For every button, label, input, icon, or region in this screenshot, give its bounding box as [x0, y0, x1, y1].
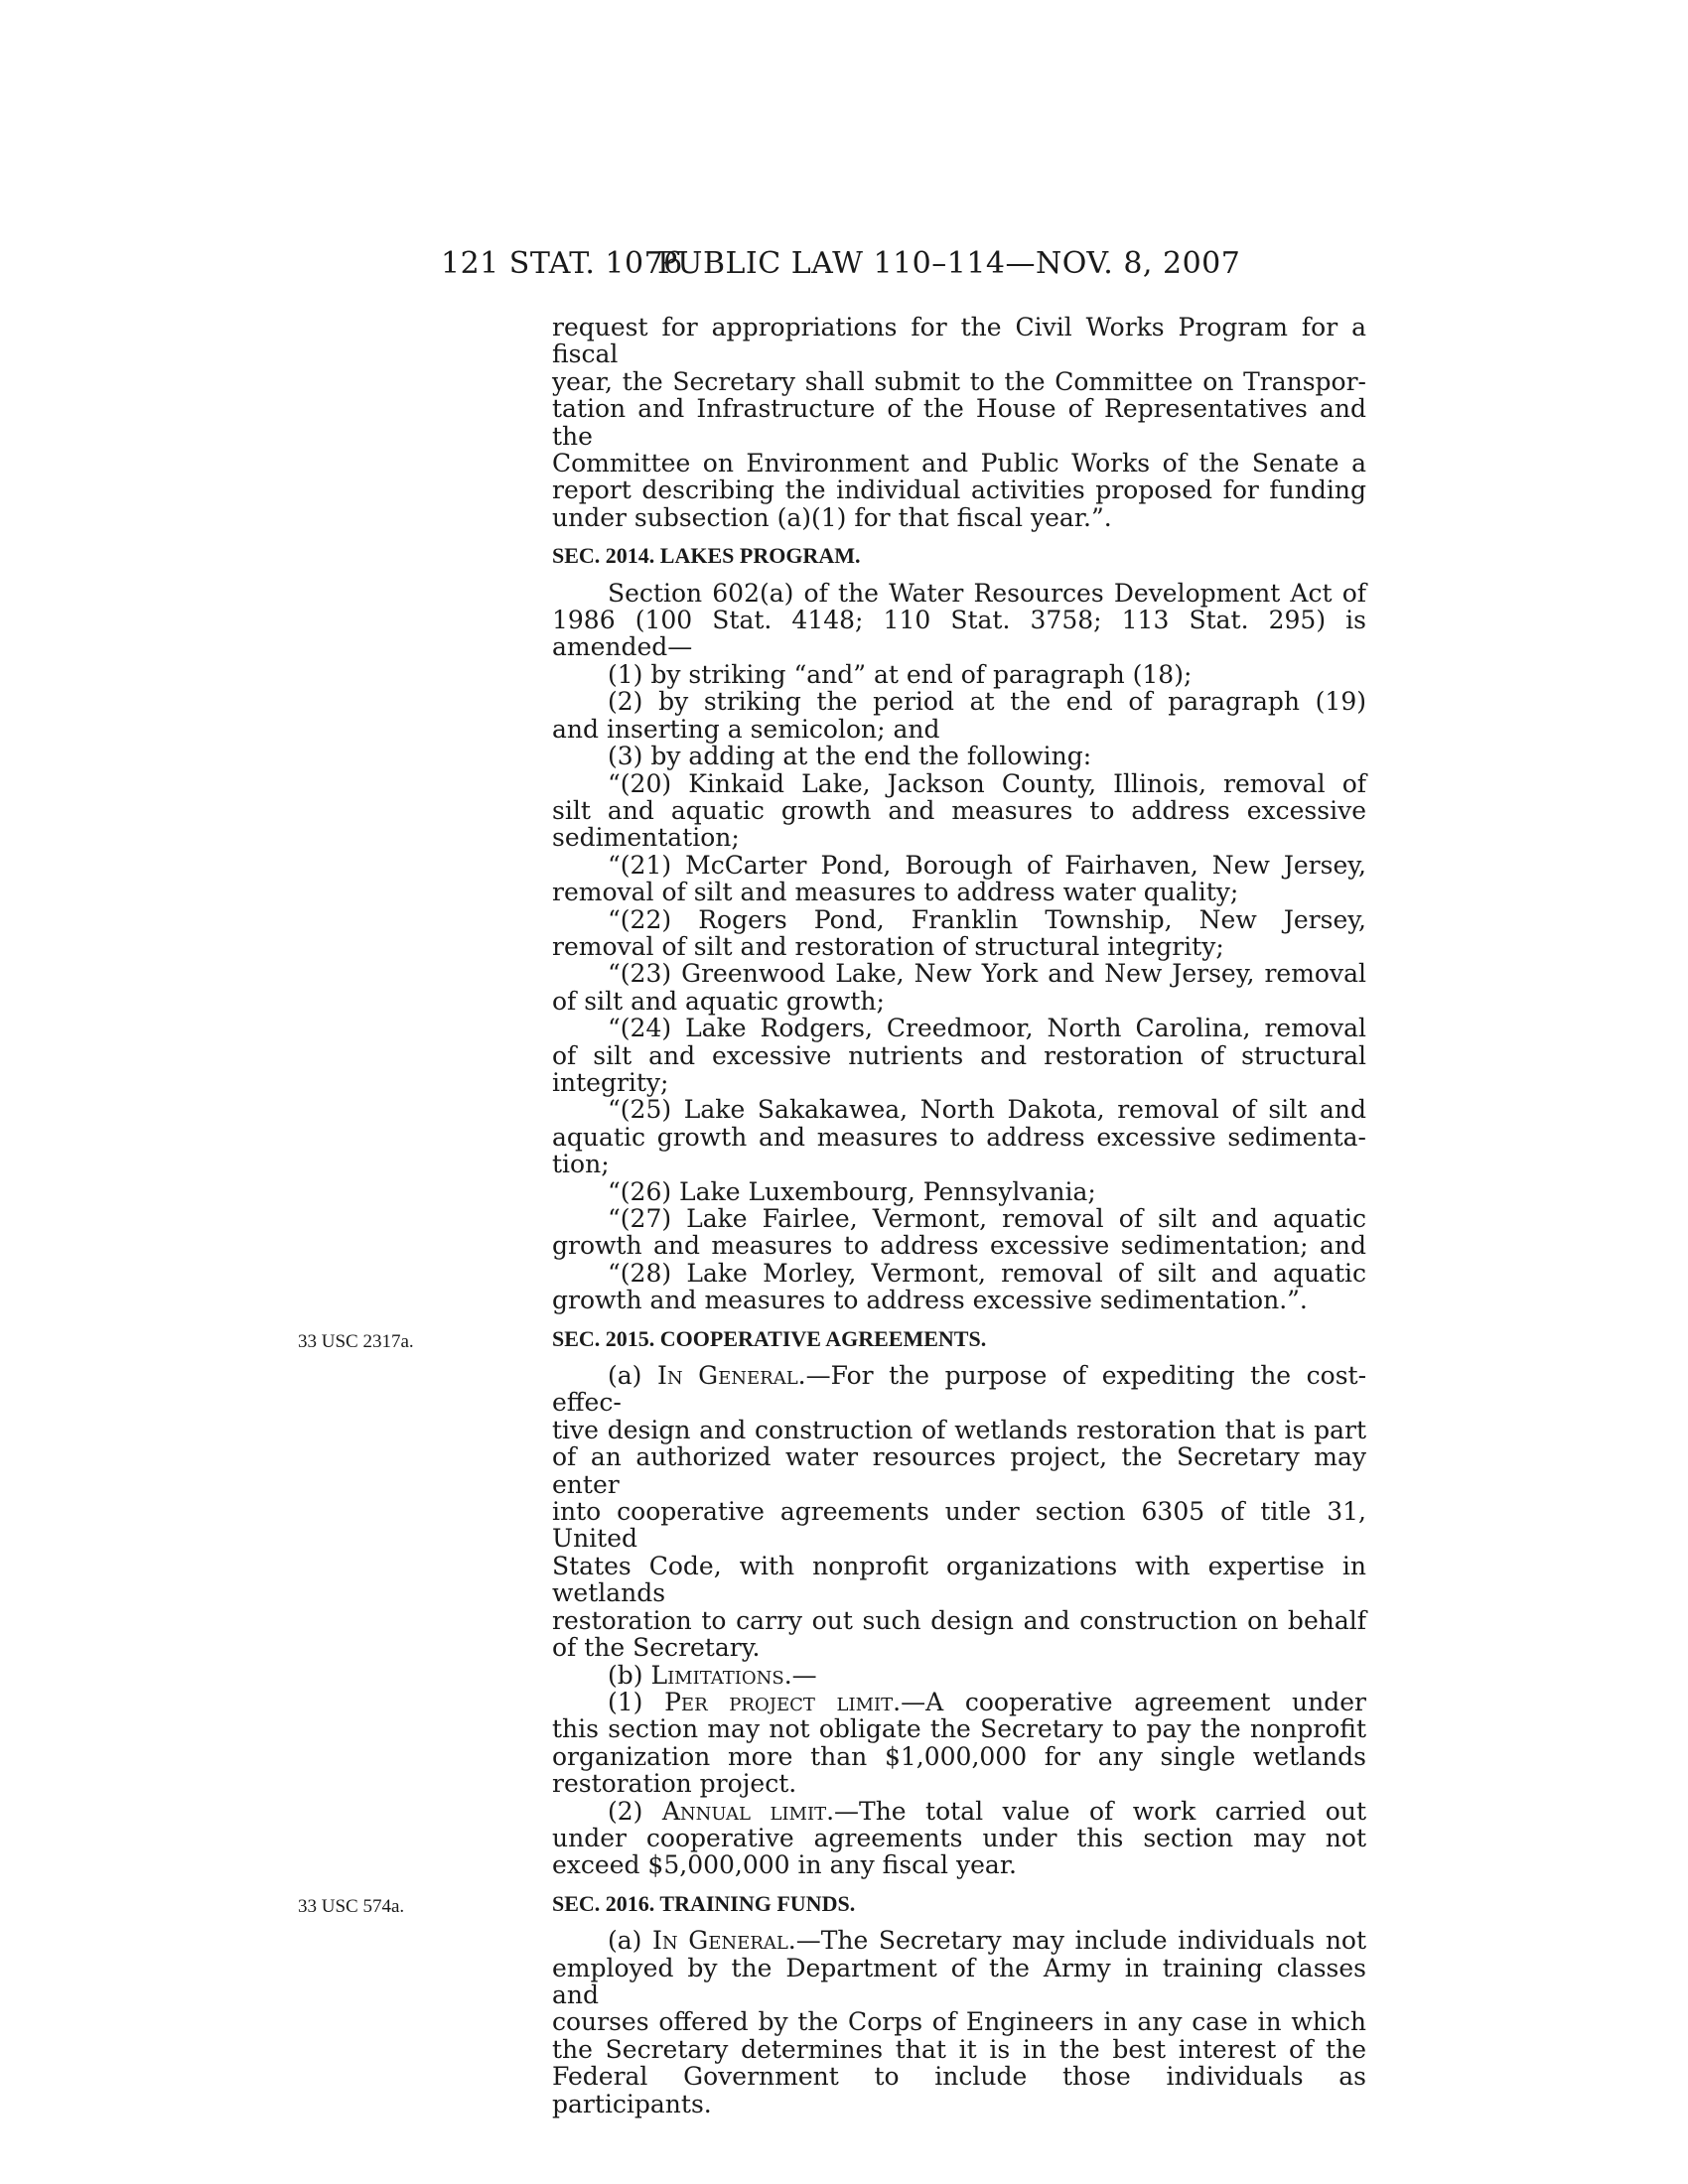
- body-line: courses offered by the Corps of Engineers in any case in which: [552, 2007, 1366, 2037]
- body-line: employed by the Department of the Army in training classes and: [552, 1953, 1366, 2009]
- paragraph-3: (3) by adding at the end the following:: [608, 742, 1092, 771]
- body-line: Federal Government to include those individuals as participants.: [552, 2062, 1366, 2118]
- body-line: growth and measures to address excessive sedimentation.”.: [552, 1286, 1308, 1315]
- body-line: Committee on Environment and Public Works of the Senate a: [552, 449, 1366, 478]
- subsection-label: (a): [608, 1361, 657, 1391]
- body-line: this section may not obligate the Secretary to pay the nonprofit: [552, 1714, 1366, 1744]
- body-line: integrity;: [552, 1067, 669, 1097]
- body-line: restoration to carry out such design and construction on behalf: [552, 1605, 1366, 1635]
- body-line: removal of silt and measures to address water quality;: [552, 878, 1239, 907]
- body-line: report describing the individual activities proposed for funding: [552, 476, 1366, 505]
- body-line: under cooperative agreements under this section may not: [552, 1823, 1366, 1852]
- body-line: restoration project.: [552, 1769, 797, 1799]
- body-line: of silt and aquatic growth;: [552, 986, 885, 1016]
- body-line: year, the Secretary shall submit to the Committee on Transpor-: [552, 366, 1366, 396]
- paragraph-b1: [552, 1689, 1366, 1715]
- section-heading-2015: [298, 1325, 1366, 1352]
- subsection-label: (b): [608, 1660, 651, 1690]
- paragraph-1: (1) by striking “and” at end of paragraph (18);: [608, 659, 1193, 689]
- item-23: “(23) Greenwood Lake, New York and New Jersey, removal: [608, 959, 1366, 989]
- body-line: organization more than $1,000,000 for any single wetlands: [552, 1741, 1366, 1771]
- paragraph-heading: Per project limit: [664, 1687, 894, 1716]
- body-line: sedimentation;: [552, 823, 740, 853]
- body-line: aquatic growth and measures to address excessive sedimenta-: [552, 1122, 1366, 1152]
- body-line: of the Secretary.: [552, 1633, 761, 1663]
- margin-note-2015: 33 USC 2317a.: [298, 1330, 414, 1352]
- body-line: Section 602(a) of the Water Resources Development Act of: [608, 578, 1366, 608]
- paragraph-label: (1): [608, 1687, 665, 1716]
- section-heading-2014: SEC. 2014. LAKES PROGRAM.: [552, 543, 861, 569]
- subsection-heading: In General: [652, 1926, 788, 1956]
- body-line: tive design and construction of wetlands restoration that is part: [552, 1415, 1366, 1444]
- section-heading-2016: [298, 1890, 1366, 1917]
- section-heading-text: SEC. 2016. TRAINING FUNDS.: [552, 1890, 856, 1916]
- margin-note-2016: 33 USC 574a.: [298, 1895, 405, 1917]
- item-22: “(22) Rogers Pond, Franklin Township, New Jersey,: [608, 904, 1366, 934]
- law-title: PUBLIC LAW 110–114—NOV. 8, 2007: [657, 246, 1241, 281]
- section-heading-text: SEC. 2015. COOPERATIVE AGREEMENTS.: [552, 1325, 987, 1351]
- item-21: “(21) McCarter Pond, Borough of Fairhaven, New Jersey,: [608, 850, 1366, 880]
- body-line: growth and measures to address excessive sedimentation; and: [552, 1231, 1366, 1261]
- item-26: “(26) Lake Luxembourg, Pennsylvania;: [608, 1176, 1096, 1206]
- subsection-heading: In General: [656, 1361, 798, 1391]
- subsection-b: [552, 1662, 1366, 1689]
- body-line: .—The Secretary may include individuals not: [787, 1926, 1367, 1956]
- item-20: “(20) Kinkaid Lake, Jackson County, Illinois, removal of: [608, 768, 1366, 798]
- body-line: .—For the purpose of expediting the cost-effec-: [552, 1361, 1367, 1418]
- body-line: of silt and excessive nutrients and restoration of structural: [552, 1040, 1366, 1070]
- body-line: removal of silt and restoration of structural integrity;: [552, 931, 1224, 961]
- body-line: .—: [783, 1660, 817, 1690]
- body-line: silt and aquatic growth and measures to address excessive: [552, 795, 1366, 825]
- item-27: “(27) Lake Fairlee, Vermont, removal of silt and aquatic: [608, 1204, 1366, 1233]
- paragraph-2: (2) by striking the period at the end of paragraph (19): [608, 687, 1366, 717]
- body-line: tation and Infrastructure of the House of Representatives and the: [552, 394, 1366, 451]
- item-28: “(28) Lake Morley, Vermont, removal of silt and aquatic: [608, 1258, 1366, 1288]
- subsection-heading: Limitations: [650, 1660, 784, 1690]
- paragraph-heading: Annual limit: [661, 1796, 827, 1826]
- body-line: of an authorized water resources project, the Secretary may enter: [552, 1442, 1366, 1499]
- body-line: tion;: [552, 1150, 610, 1179]
- running-head: [0, 246, 1688, 286]
- body-line: the Secretary determines that it is in the best interest of the: [552, 2034, 1366, 2064]
- body-line: exceed $5,000,000 in any fiscal year.: [552, 1850, 1017, 1880]
- body-line: 1986 (100 Stat. 4148; 110 Stat. 3758; 113 Stat. 295) is amended—: [552, 606, 1366, 662]
- body-line: .—A cooperative agreement under: [893, 1687, 1367, 1716]
- body-line: and inserting a semicolon; and: [552, 714, 940, 744]
- item-25: “(25) Lake Sakakawea, North Dakota, removal of silt and: [608, 1095, 1366, 1125]
- paragraph-b2: [552, 1798, 1366, 1825]
- body-column: [298, 313, 1367, 2118]
- body-line: into cooperative agreements under section 6305 of title 31, United: [552, 1497, 1366, 1554]
- subsection-a: [552, 1927, 1366, 1954]
- body-line: under subsection (a)(1) for that fiscal year.”.: [552, 502, 1112, 532]
- stat-citation: 121 STAT. 1076: [441, 246, 683, 281]
- body-line: States Code, with nonprofit organizations with expertise in wetlands: [552, 1551, 1366, 1608]
- subsection-a: [552, 1362, 1366, 1417]
- subsection-label: (a): [608, 1926, 653, 1956]
- body-line: request for appropriations for the Civil Works Program for a fiscal: [552, 313, 1366, 369]
- paragraph-label: (2): [608, 1796, 662, 1826]
- item-24: “(24) Lake Rodgers, Creedmoor, North Carolina, removal: [608, 1014, 1366, 1043]
- body-line: .—The total value of work carried out: [826, 1796, 1366, 1826]
